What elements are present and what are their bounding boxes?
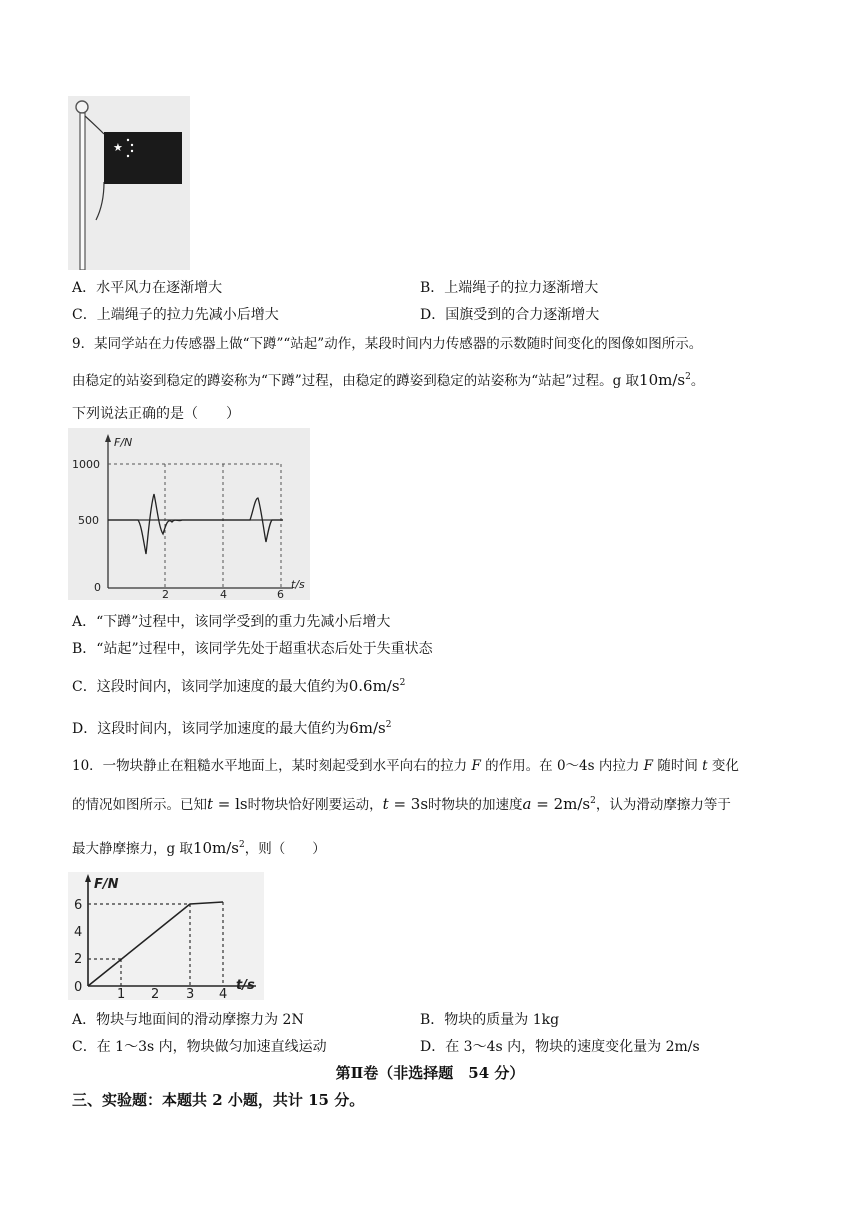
q9-force-curve xyxy=(108,494,283,554)
q9-force-time-figure xyxy=(68,428,310,600)
flag-figure xyxy=(68,96,190,270)
q10-option-d: D．在 3～4s 内，物块的速度变化量为 2m/s xyxy=(420,1039,700,1055)
q9-option-c: C．这段时间内，该同学加速度的最大值约为$0.6m/s^2$ xyxy=(72,677,406,695)
q9-stem-line3: 下列说法正确的是（ ） xyxy=(72,406,240,422)
q9-xtick-6: 6 xyxy=(277,588,284,600)
q10-ytick-6: 6 xyxy=(74,898,83,913)
q9-xtick-2: 2 xyxy=(162,588,169,600)
q9-ytick-500: 500 xyxy=(78,514,99,527)
q8-option-c: C．上端绳子的拉力先减小后增大 xyxy=(72,307,279,323)
q10-stem-line3: 最大静摩擦力，g 取$10m/s^2$，则（ ） xyxy=(72,839,326,857)
q9-xlabel: t/s xyxy=(291,578,305,591)
q10-xtick-1: 1 xyxy=(117,987,126,1000)
q9-ylabel: F/N xyxy=(114,436,133,449)
q9-option-b: B．“站起”过程中，该同学先处于超重状态后处于失重状态 xyxy=(72,641,433,657)
q10-option-c: C．在 1～3s 内，物块做匀加速直线运动 xyxy=(72,1039,327,1055)
q10-stem-line1: 10．一物块静止在粗糙水平地面上，某时刻起受到水平向右的拉力 F 的作用。在 0～4s 内拉力 F 随时间 t 变化 xyxy=(72,758,739,774)
q10-xtick-3: 3 xyxy=(186,987,195,1000)
section-3-title: 三、实验题：本题共 2 小题，共计 15 分。 xyxy=(72,1091,365,1109)
q10-option-a: A．物块与地面间的滑动摩擦力为 2N xyxy=(72,1012,304,1028)
q10-option-b: B．物块的质量为 1kg xyxy=(420,1012,560,1028)
q10-ytick-0: 0 xyxy=(74,980,83,995)
flag-drawing xyxy=(68,96,190,270)
q9-option-d: D．这段时间内，该同学加速度的最大值约为$6m/s^2$ xyxy=(72,719,392,737)
q9-xtick-4: 4 xyxy=(220,588,227,600)
q10-xlabel: t/s xyxy=(236,978,255,993)
q9-stem-line1: 9．某同学站在力传感器上做“下蹲”“站起”动作，某段时间内力传感器的示数随时间变化的图像如图所示。 xyxy=(72,336,703,352)
q9-ytick-1000: 1000 xyxy=(72,458,100,471)
q10-force-time-figure xyxy=(68,872,264,1000)
q10-ytick-2: 2 xyxy=(74,952,83,967)
q10-graph xyxy=(68,872,264,1000)
q10-stem-line2: 的情况如图所示。已知t = ls时物块恰好刚要运动，t = 3s时物块的加速度$a = 2m/s^2$，认为滑动摩擦力等于 xyxy=(72,795,731,813)
q8-option-d: D．国旗受到的合力逐渐增大 xyxy=(420,307,600,323)
q8-option-a: A．水平风力在逐渐增大 xyxy=(72,280,223,296)
q10-xtick-4: 4 xyxy=(219,987,228,1000)
q10-xtick-2: 2 xyxy=(151,987,160,1000)
q9-ytick-0: 0 xyxy=(94,581,101,594)
q8-option-b: B．上端绳子的拉力逐渐增大 xyxy=(420,280,599,296)
q10-ytick-4: 4 xyxy=(74,925,83,940)
star-icon: ★ xyxy=(113,141,123,154)
q9-graph xyxy=(68,428,310,600)
q10-force-line xyxy=(88,902,223,986)
q10-ylabel: F/N xyxy=(94,877,119,892)
q9-stem-line2: 由稳定的站姿到稳定的蹲姿称为“下蹲”过程，由稳定的蹲姿到稳定的站姿称为“站起”过程。g 取$10m/s^2$。 xyxy=(72,371,705,389)
section-2-title: 第Ⅱ卷（非选择题 54 分） xyxy=(335,1064,525,1082)
q9-option-a: A．“下蹲”过程中，该同学受到的重力先减小后增大 xyxy=(72,614,391,630)
